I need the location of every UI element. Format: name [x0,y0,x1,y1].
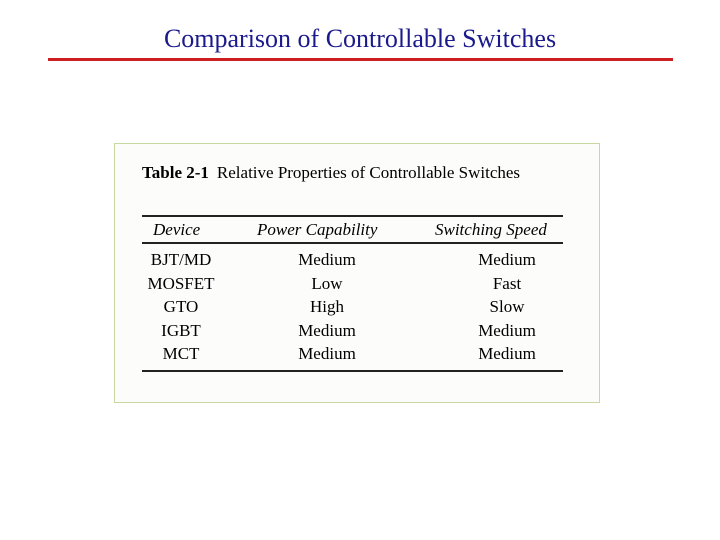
slide-title: Comparison of Controllable Switches [163,24,557,53]
table-number: Table 2-1 [142,163,209,182]
table-row [142,297,563,321]
table-body [142,250,563,368]
cell-switching-speed: Slow [489,297,525,316]
cell-device: MOSFET [147,273,215,293]
table-header-rule [142,242,563,244]
cell-device: MCT [162,344,200,363]
cell-switching-speed: Fast [492,273,522,293]
header-switching-speed: Switching Speed [435,220,547,239]
cell-switching-speed: Medium [478,320,536,340]
cell-power-capability: Medium [298,250,356,269]
table-row [142,274,563,298]
cell-power-capability: Low [311,273,343,293]
header-device: Device [153,220,201,239]
title-underline [48,58,673,61]
table-row [142,321,563,345]
table-top-rule [142,215,563,217]
cell-device: BJT/MD [150,250,212,269]
cell-device: GTO [163,297,199,316]
table-figure [114,143,600,403]
cell-power-capability: Medium [298,344,356,363]
table-row [142,250,563,274]
cell-power-capability: High [310,297,344,316]
table-caption [142,162,582,184]
cell-switching-speed: Medium [478,250,536,269]
cell-switching-speed: Medium [478,344,536,363]
table-caption-text: Relative Properties of Controllable Switches [216,163,521,182]
cell-power-capability: Medium [298,320,356,340]
header-power-capability: Power Capability [257,220,378,239]
table-bottom-rule [142,370,563,372]
cell-device: IGBT [161,320,201,340]
table-row [142,344,563,368]
